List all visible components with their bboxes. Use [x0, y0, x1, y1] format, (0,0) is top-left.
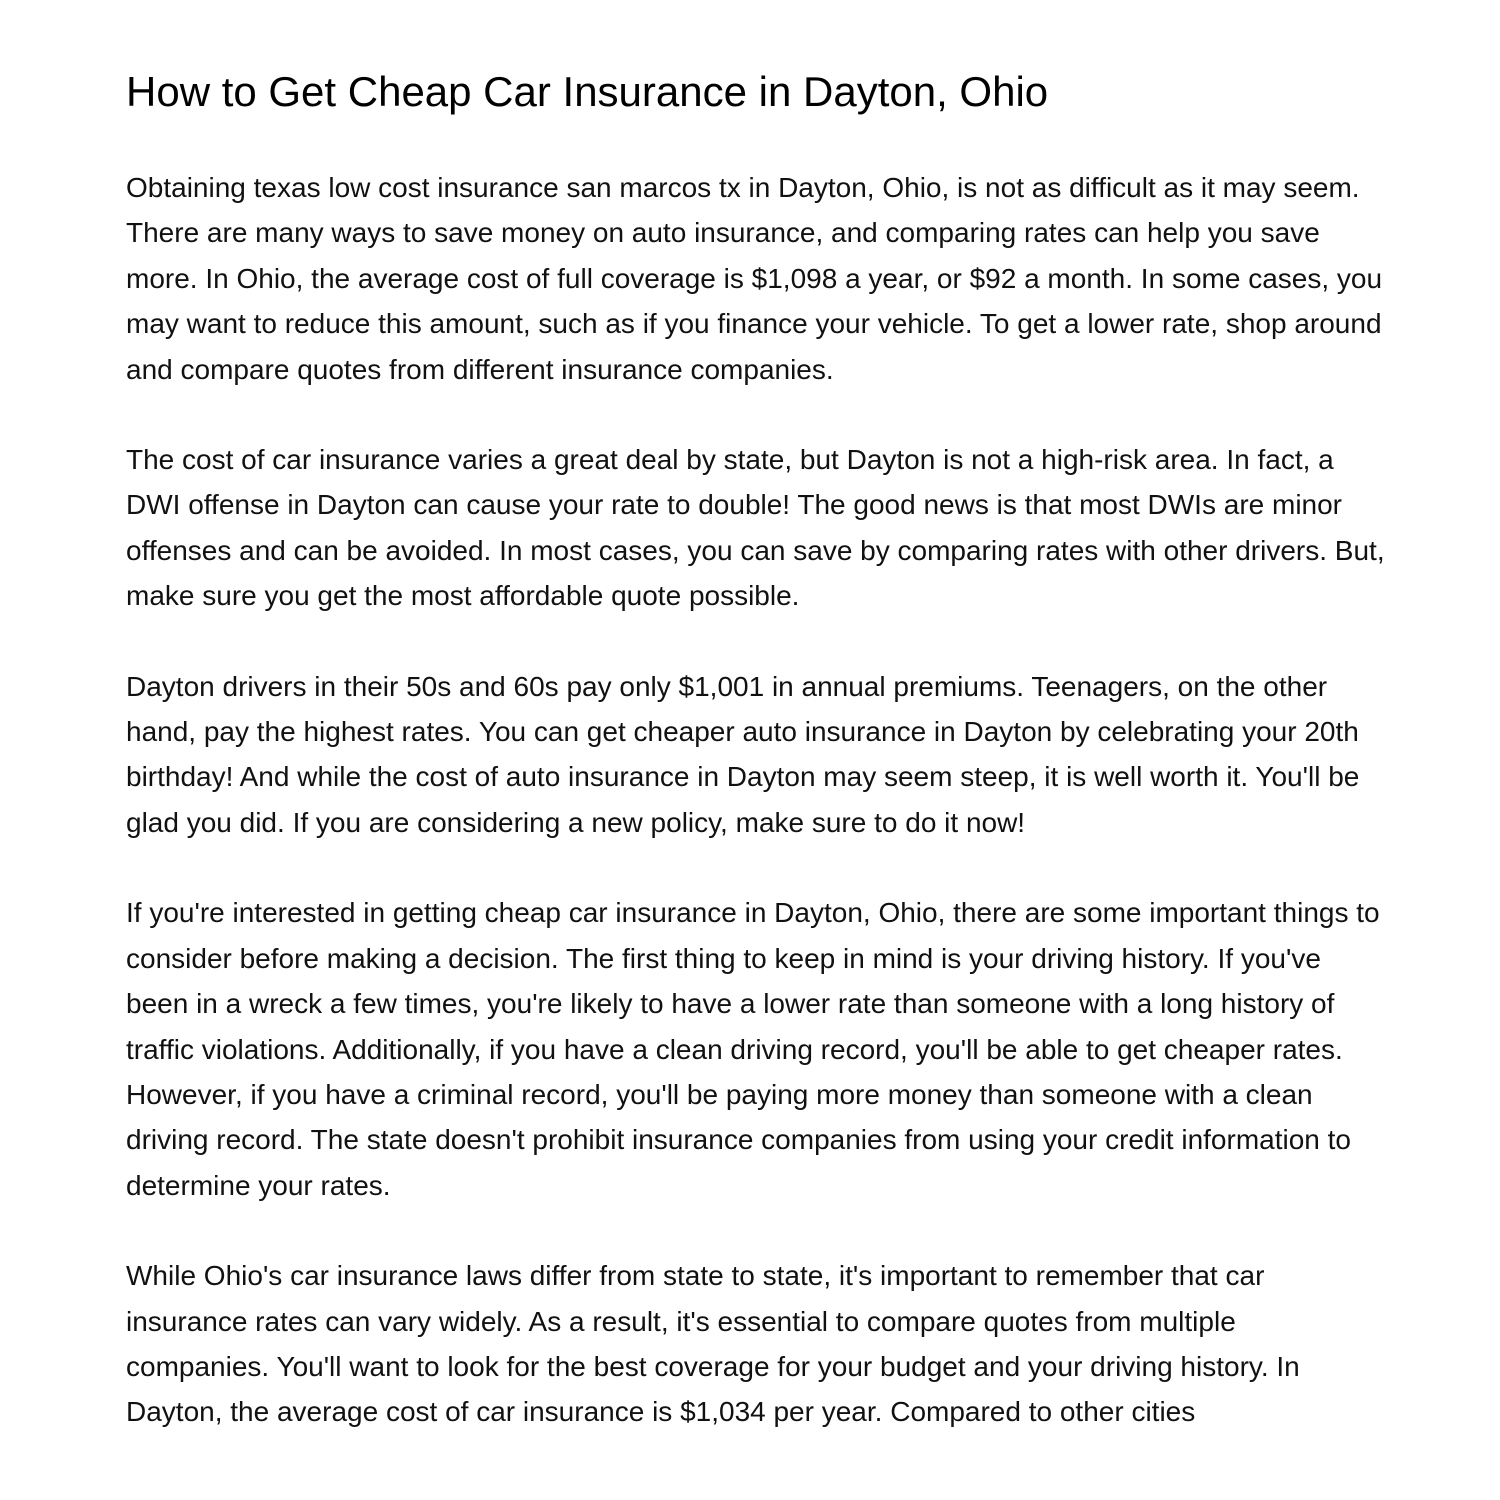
paragraph-1: Obtaining texas low cost insurance san marcos tx in Dayton, Ohio, is not as difficult as it may seem. There are many ways to save money on auto insurance, and comparing rates can help you save more. In Ohio, the average cost of full coverage is $1,098 a year, or $92 a month. In some cases, you may want to reduce this amount, such as if you finance your vehicle. To get a lower rate, shop around and compare quotes from different insurance companies.	[126, 172, 1383, 385]
paragraph-4: If you're interested in getting cheap car insurance in Dayton, Ohio, there are some important things to consider before making a decision. The first thing to keep in mind is your driving history. If you've been in a wreck a few times, you're likely to have a lower rate than someone with a long history of traffic violations. Additionally, if you have a clean driving record, you'll be able to get cheaper rates. However, if you have a criminal record, you'll be paying more money than someone with a clean driving record. The state doesn't prohibit insurance companies from using your credit information to determine your rates.	[126, 897, 1380, 1201]
paragraph-2: The cost of car insurance varies a great deal by state, but Dayton is not a high-risk area. In fact, a DWI offense in Dayton can cause your rate to double! The good news is that most DWIs are minor offenses and can be avoided. In most cases, you can save by comparing rates with other drivers. But, make sure you get the most affordable quote possible.	[126, 444, 1385, 612]
paragraph-5: While Ohio's car insurance laws differ from state to state, it's important to remember that car insurance rates can vary widely. As a result, it's essential to compare quotes from multiple companies. You'll want to look for the best coverage for your budget and your driving history. In Dayton, the average cost of car insurance is $1,034 per year. Compared to other cities	[126, 1260, 1300, 1428]
document-body	[126, 66, 1386, 1480]
page-title: How to Get Cheap Car Insurance in Dayton, Ohio	[126, 68, 1049, 115]
paragraph-3: Dayton drivers in their 50s and 60s pay only $1,001 in annual premiums. Teenagers, on the other hand, pay the highest rates. You can get cheaper auto insurance in Dayton by celebrating your 20th birthday! And while the cost of auto insurance in Dayton may seem steep, it is well worth it. You'll be glad you did. If you are considering a new policy, make sure to do it now!	[126, 670, 1360, 838]
